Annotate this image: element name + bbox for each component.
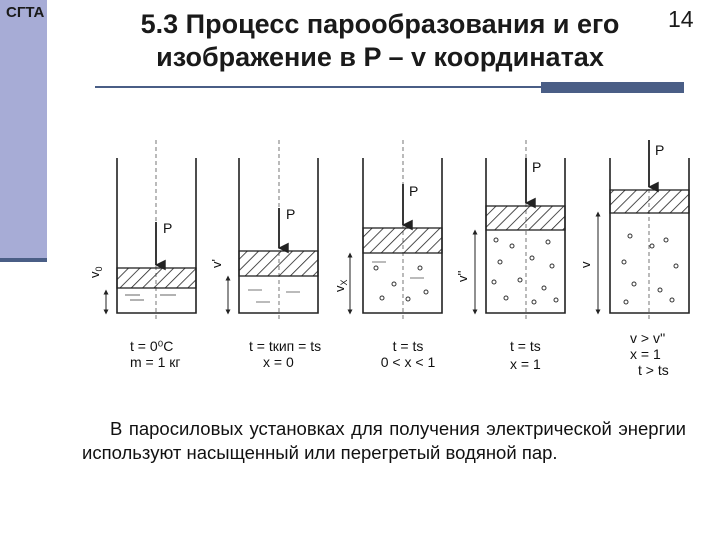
cylinder-3 xyxy=(350,140,442,320)
caption-4-line-1: t = ts xyxy=(510,338,541,354)
volume-label-3: $v_X$ xyxy=(332,279,349,292)
piston-3 xyxy=(363,228,442,253)
caption-5-line-1: v > v'' xyxy=(630,330,666,346)
title-line-2: изображение в P – v координатах xyxy=(156,42,604,72)
caption-1-line-1: t = 0⁰C xyxy=(130,338,174,354)
caption-4-line-2: x = 1 xyxy=(510,356,541,372)
caption-5 xyxy=(630,330,669,378)
caption-1 xyxy=(130,338,181,370)
pressure-label-5: P xyxy=(655,142,665,158)
volume-label-1: $v_0$ xyxy=(87,266,104,278)
pressure-label-2: P xyxy=(286,206,296,222)
cylinder-4 xyxy=(475,140,565,320)
caption-3 xyxy=(373,338,443,370)
caption-4 xyxy=(510,338,541,372)
pressure-label-3: P xyxy=(409,183,419,199)
piston-2 xyxy=(239,251,318,276)
caption-2-line-1: t = tкип = ts xyxy=(249,338,322,354)
org-label: СГТА xyxy=(6,4,45,21)
title-line-1: 5.3 Процесс парообразования и его xyxy=(140,9,620,39)
caption-3-line-1: t = ts xyxy=(392,338,424,354)
caption-2-line-2: x = 0 xyxy=(263,354,294,370)
slide-number: 14 xyxy=(668,6,694,32)
caption-2 xyxy=(249,338,321,370)
pressure-label-1: P xyxy=(163,220,173,236)
body-paragraph: В паросиловых установках для получения электрической энергии используют насыщенный или перегретый водяной пар. xyxy=(82,418,686,463)
caption-5-line-2: x = 1 xyxy=(630,346,661,362)
volume-label-2: v' xyxy=(209,259,224,268)
cylinder-5 xyxy=(598,140,689,320)
volume-label-4: v'' xyxy=(455,270,470,282)
pressure-label-4: P xyxy=(532,159,542,175)
piston-1 xyxy=(117,268,196,288)
caption-5-line-3: t > ts xyxy=(638,362,669,378)
caption-1-line-2: m = 1 кг xyxy=(130,354,181,370)
cylinder-1 xyxy=(106,140,196,320)
piston-4 xyxy=(486,206,565,230)
piston-5 xyxy=(610,190,689,213)
volume-label-5: v xyxy=(578,261,593,268)
caption-3-line-2: 0 < x < 1 xyxy=(380,354,436,370)
cylinder-2 xyxy=(228,140,318,320)
